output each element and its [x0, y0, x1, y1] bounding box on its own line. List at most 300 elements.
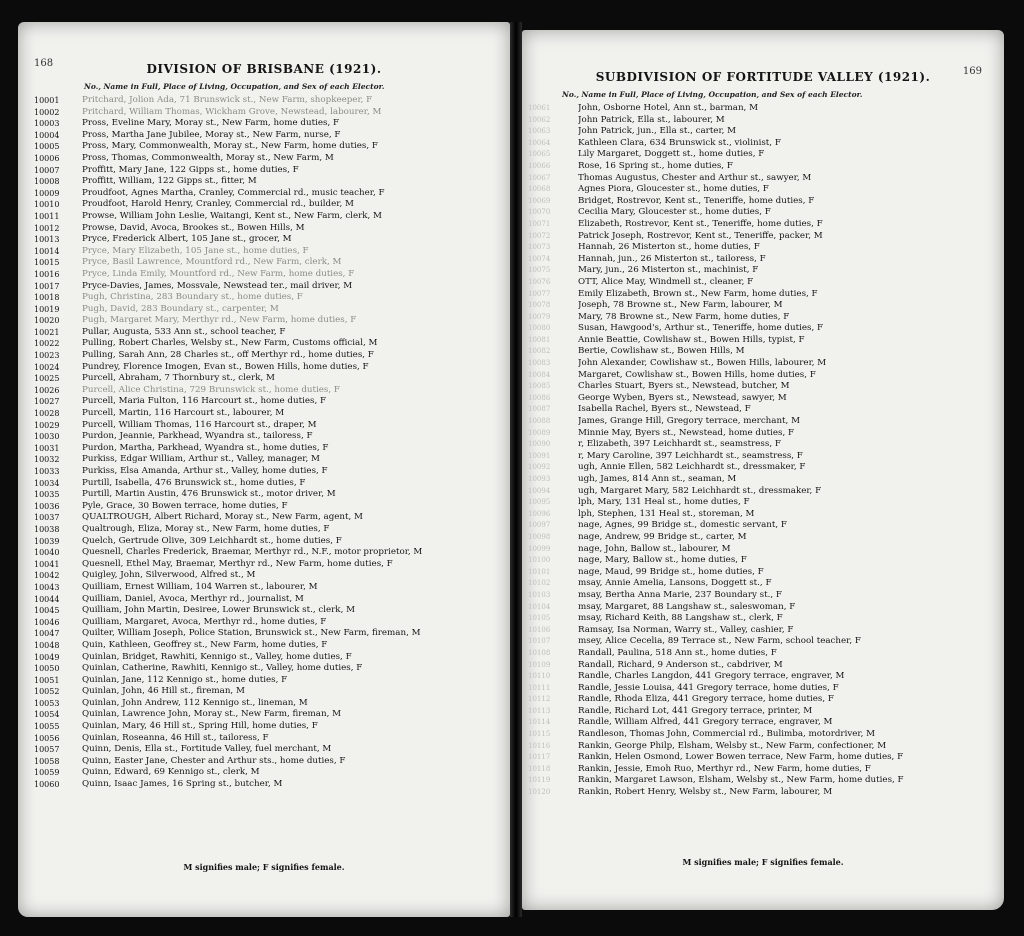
- elector-details: Quelch, Gertrude Olive, 309 Leichhardt st., home duties, F: [82, 535, 342, 546]
- elector-number: 10028: [34, 409, 60, 419]
- elector-number: 10082: [528, 347, 551, 356]
- elector-details: msey, Alice Cecelia, 89 Terrace st., New Farm, school teacher, F: [578, 636, 861, 647]
- elector-entry: [522, 486, 1004, 498]
- elector-number: 10088: [528, 417, 551, 426]
- elector-entry: [18, 536, 510, 548]
- elector-entry: [522, 231, 1004, 243]
- elector-number: 10037: [34, 513, 60, 523]
- elector-number: 10096: [528, 509, 551, 518]
- elector-entry: [522, 578, 1004, 590]
- elector-entry: [18, 652, 510, 664]
- elector-number: 10100: [528, 556, 551, 565]
- elector-details: Pryce, Basil Lawrence, Mountford rd., New Farm, clerk, M: [82, 257, 342, 268]
- elector-entry: [18, 304, 510, 316]
- elector-details: r, Elizabeth, 397 Leichhardt st., seamstress, F: [578, 439, 781, 450]
- elector-number: 10110: [528, 672, 551, 681]
- elector-number: 10048: [34, 640, 60, 650]
- elector-number: 10116: [528, 741, 551, 750]
- elector-entry: [18, 466, 510, 478]
- elector-number: 10023: [34, 351, 60, 361]
- elector-details: Emily Elizabeth, Brown st., New Farm, home duties, F: [578, 288, 818, 299]
- elector-details: msay, Bertha Anna Marie, 237 Boundary st., F: [578, 589, 782, 600]
- elector-number: 10081: [528, 335, 551, 344]
- elector-entry: [18, 130, 510, 142]
- elector-entry: [18, 559, 510, 571]
- elector-entry: [18, 107, 510, 119]
- elector-number: 10069: [528, 196, 551, 205]
- elector-entry: [522, 381, 1004, 393]
- elector-number: 10015: [34, 258, 60, 268]
- elector-entry: [18, 617, 510, 629]
- elector-number: 10063: [528, 127, 551, 136]
- elector-entry: [18, 478, 510, 490]
- elector-number: 10066: [528, 161, 551, 170]
- elector-details: r, Mary Caroline, 397 Leichhardt st., seamstress, F: [578, 450, 803, 461]
- elector-details: ugh, Annie Ellen, 582 Leichhardt st., dressmaker, F: [578, 462, 806, 473]
- elector-number: 10079: [528, 312, 551, 321]
- elector-details: ugh, James, 814 Ann st., seaman, M: [578, 474, 737, 484]
- elector-number: 10006: [34, 153, 60, 163]
- elector-entry: [18, 211, 510, 223]
- elector-details: Pugh, Christina, 283 Boundary st., home duties, F: [82, 292, 303, 303]
- elector-entry: [522, 242, 1004, 254]
- elector-entry: [522, 103, 1004, 115]
- elector-details: Qualtrough, Eliza, Moray st., New Farm, home duties, F: [82, 523, 330, 534]
- elector-details: Purkiss, Elsa Amanda, Arthur st., Valley, home duties, F: [82, 466, 328, 476]
- left-page: [18, 22, 510, 917]
- elector-number: 10085: [528, 382, 551, 391]
- elector-number: 10092: [528, 463, 551, 472]
- elector-number: 10010: [34, 200, 60, 210]
- elector-details: Ramsay, Isa Norman, Warry st., Valley, cashier, F: [578, 624, 794, 635]
- elector-number: 10113: [528, 706, 551, 715]
- elector-details: nage, Maud, 99 Bridge st., home duties, F: [578, 566, 764, 577]
- elector-entry: [18, 605, 510, 617]
- elector-entry: [18, 269, 510, 281]
- elector-details: Thomas Augustus, Chester and Arthur st., sawyer, M: [578, 172, 812, 183]
- elector-number: 10016: [34, 269, 60, 279]
- elector-entry: [18, 95, 510, 107]
- elector-details: msay, Annie Amelia, Lansons, Doggett st., F: [578, 578, 772, 589]
- elector-number: 10090: [528, 440, 551, 449]
- elector-entry: [18, 408, 510, 420]
- elector-details: Pross, Thomas, Commonwealth, Moray st., New Farm, M: [82, 152, 334, 163]
- elector-entry: [522, 752, 1004, 764]
- elector-entry: [18, 501, 510, 513]
- elector-number: 10120: [528, 788, 551, 797]
- elector-entry: [522, 683, 1004, 695]
- elector-details: Rankin, Jessie, Emoh Ruo, Merthyr rd., New Farm, home duties, F: [578, 763, 871, 774]
- elector-details: lph, Stephen, 131 Heal st., storeman, M: [578, 508, 755, 519]
- elector-entry: [18, 779, 510, 791]
- elector-entry: [522, 428, 1004, 440]
- elector-details: Kathleen Clara, 634 Brunswick st., violinist, F: [578, 137, 781, 148]
- elector-number: 10003: [34, 119, 60, 129]
- elector-entry: [18, 350, 510, 362]
- elector-entry: [522, 138, 1004, 150]
- elector-entry: [522, 764, 1004, 776]
- elector-details: Quilliam, Daniel, Avoca, Merthyr rd., journalist, M: [82, 593, 304, 604]
- elector-entry: [522, 625, 1004, 637]
- elector-number: 10053: [34, 698, 60, 708]
- elector-number: 10068: [528, 185, 551, 194]
- elector-entry: [522, 520, 1004, 532]
- elector-details: Pritchard, William Thomas, Wickham Grove, Newstead, labourer, M: [82, 106, 382, 117]
- elector-number: 10109: [528, 660, 551, 669]
- elector-number: 10070: [528, 208, 551, 217]
- elector-details: ugh, Margaret Mary, 582 Leichhardt st., dressmaker, F: [578, 485, 822, 496]
- elector-number: 10029: [34, 420, 60, 430]
- elector-details: nage, Andrew, 99 Bridge st., carter, M: [578, 531, 747, 542]
- elector-entry: [522, 706, 1004, 718]
- elector-entry: [522, 590, 1004, 602]
- elector-details: Proudfoot, Agnes Martha, Cranley, Commercial rd., music teacher, F: [82, 187, 385, 198]
- elector-entry: [522, 289, 1004, 301]
- elector-number: 10058: [34, 756, 60, 766]
- elector-details: Purkiss, Edgar William, Arthur st., Valley, manager, M: [82, 454, 320, 465]
- elector-number: 10098: [528, 532, 551, 541]
- elector-entry: [18, 292, 510, 304]
- elector-details: Purtill, Martin Austin, 476 Brunswick st., motor driver, M: [82, 489, 336, 500]
- elector-number: 10046: [34, 617, 60, 627]
- elector-entry: [18, 675, 510, 687]
- elector-entry: [18, 223, 510, 235]
- elector-list: [522, 103, 1004, 799]
- elector-entry: [18, 281, 510, 293]
- elector-number: 10065: [528, 150, 551, 159]
- elector-number: 10040: [34, 548, 60, 558]
- elector-number: 10041: [34, 559, 60, 569]
- elector-entry: [522, 787, 1004, 799]
- elector-entry: [522, 196, 1004, 208]
- elector-entry: [522, 775, 1004, 787]
- elector-details: John Alexander, Cowlishaw st., Bowen Hills, labourer, M: [578, 358, 827, 369]
- elector-details: Bertie, Cowlishaw st., Bowen Hills, M: [578, 346, 745, 357]
- elector-number: 10027: [34, 397, 60, 407]
- elector-number: 10026: [34, 385, 60, 395]
- elector-number: 10087: [528, 405, 551, 414]
- elector-entry: [18, 188, 510, 200]
- elector-details: Rankin, Robert Henry, Welsby st., New Farm, labourer, M: [578, 787, 833, 798]
- elector-number: 10009: [34, 188, 60, 198]
- page-heading: DIVISION OF BRISBANE (1921).: [146, 62, 382, 76]
- elector-details: Quigley, John, Silverwood, Alfred st., M: [82, 570, 256, 581]
- elector-details: Purtill, Isabella, 476 Brunswick st., home duties, F: [82, 477, 306, 488]
- elector-entry: [522, 509, 1004, 521]
- elector-details: Quinlan, Bridget, Rawhiti, Kennigo st., Valley, home duties, F: [82, 651, 352, 662]
- elector-details: Proffitt, Mary Jane, 122 Gipps st., home duties, F: [82, 164, 299, 175]
- elector-number: 10061: [528, 104, 551, 112]
- elector-entry: [522, 207, 1004, 219]
- elector-entry: [18, 767, 510, 779]
- page-number: 169: [962, 66, 982, 77]
- elector-number: 10056: [34, 733, 60, 743]
- elector-details: Quinlan, Mary, 46 Hill st., Spring Hill, home duties, F: [82, 721, 318, 732]
- elector-number: 10077: [528, 289, 551, 298]
- elector-entry: [18, 594, 510, 606]
- elector-number: 10033: [34, 467, 60, 476]
- elector-number: 10114: [528, 718, 551, 727]
- elector-details: Annie Beattie, Cowlishaw st., Bowen Hills, typist, F: [578, 334, 805, 345]
- elector-number: 10034: [34, 478, 60, 488]
- elector-details: Quin, Kathleen, Geoffrey st., New Farm, home duties, F: [82, 639, 328, 650]
- elector-entry: [522, 393, 1004, 405]
- elector-entry: [18, 663, 510, 675]
- elector-entry: [522, 567, 1004, 579]
- elector-number: 10086: [528, 393, 551, 402]
- elector-number: 10017: [34, 281, 60, 291]
- elector-entry: [522, 741, 1004, 753]
- elector-number: 10007: [34, 165, 60, 175]
- elector-number: 10062: [528, 115, 551, 124]
- elector-entry: [18, 547, 510, 559]
- elector-number: 10032: [34, 455, 60, 465]
- elector-number: 10078: [528, 301, 551, 310]
- elector-number: 10011: [34, 211, 60, 221]
- elector-number: 10019: [34, 304, 60, 314]
- elector-entry: [18, 396, 510, 408]
- elector-details: msay, Richard Keith, 88 Langshaw st., clerk, F: [578, 613, 783, 624]
- elector-entry: [522, 660, 1004, 672]
- elector-details: Patrick Joseph, Rostrevor, Kent st., Teneriffe, packer, M: [578, 230, 823, 241]
- elector-number: 10059: [34, 768, 60, 778]
- elector-number: 10045: [34, 606, 60, 616]
- elector-entry: [522, 184, 1004, 196]
- elector-number: 10025: [34, 374, 60, 384]
- elector-entry: [18, 165, 510, 177]
- elector-details: Rankin, Helen Osmond, Lower Bowen terrace, New Farm, home duties, F: [578, 752, 904, 763]
- elector-entry: [522, 173, 1004, 185]
- elector-entry: [18, 176, 510, 188]
- elector-number: 10095: [528, 498, 551, 507]
- elector-number: 10083: [528, 359, 551, 368]
- elector-number: 10089: [528, 428, 551, 437]
- elector-details: Purcell, Maria Fulton, 116 Harcourt st., home duties, F: [82, 396, 326, 407]
- elector-entry: [18, 199, 510, 211]
- elector-details: Proudfoot, Harold Henry, Cranley, Commercial rd., builder, M: [82, 199, 354, 210]
- elector-number: 10119: [528, 776, 551, 785]
- elector-entry: [522, 532, 1004, 544]
- elector-number: 10104: [528, 602, 551, 611]
- elector-entry: [522, 694, 1004, 706]
- sex-legend: M signifies male; F signifies female.: [682, 857, 844, 867]
- elector-details: Purdon, Martha, Parkhead, Wyandra st., home duties, F: [82, 442, 329, 453]
- elector-details: George Wyben, Byers st., Newstead, sawyer, M: [578, 392, 787, 403]
- elector-entry: [18, 385, 510, 397]
- elector-entry: [522, 613, 1004, 625]
- elector-number: 10076: [528, 277, 551, 286]
- elector-details: Mary, jun., 26 Misterton st., machinist, F: [578, 265, 759, 276]
- elector-entry: [18, 570, 510, 582]
- elector-entry: [522, 555, 1004, 567]
- elector-number: 10055: [34, 722, 60, 732]
- elector-number: 10074: [528, 254, 551, 263]
- elector-entry: [522, 439, 1004, 451]
- elector-number: 10051: [34, 675, 60, 685]
- elector-entry: [18, 362, 510, 374]
- elector-details: nage, Mary, Ballow st., home duties, F: [578, 555, 747, 566]
- elector-entry: [522, 404, 1004, 416]
- elector-entry: [18, 431, 510, 443]
- elector-entry: [522, 729, 1004, 741]
- elector-number: 10002: [34, 107, 60, 117]
- elector-details: Randle, Charles Langdon, 441 Gregory terrace, engraver, M: [578, 671, 845, 682]
- elector-number: 10042: [34, 571, 60, 581]
- elector-number: 10072: [528, 231, 551, 240]
- elector-number: 10030: [34, 432, 60, 442]
- elector-entry: [522, 312, 1004, 324]
- elector-details: Quilter, William Joseph, Police Station, Brunswick st., New Farm, fireman, M: [82, 628, 421, 639]
- elector-entry: [18, 420, 510, 432]
- elector-details: Pugh, David, 283 Boundary st., carpenter, M: [82, 303, 279, 314]
- elector-entry: [522, 300, 1004, 312]
- elector-details: Pross, Mary, Commonwealth, Moray st., New Farm, home duties, F: [82, 141, 378, 152]
- elector-entry: [18, 524, 510, 536]
- elector-entry: [18, 628, 510, 640]
- elector-number: 10102: [528, 579, 551, 588]
- elector-entry: [18, 733, 510, 745]
- elector-details: Purdon, Jeannie, Parkhead, Wyandra st., tailoress, F: [82, 431, 313, 442]
- elector-number: 10073: [528, 243, 551, 252]
- elector-number: 10105: [528, 614, 551, 623]
- elector-details: James, Grange Hill, Gregory terrace, merchant, M: [578, 416, 800, 427]
- elector-entry: [522, 115, 1004, 127]
- elector-number: 10036: [34, 501, 60, 511]
- elector-number: 10115: [528, 730, 551, 739]
- elector-number: 10018: [34, 293, 60, 303]
- elector-entry: [18, 686, 510, 698]
- page-heading: SUBDIVISION OF FORTITUDE VALLEY (1921).: [595, 70, 931, 84]
- elector-details: Pryce, Linda Emily, Mountford rd., New Farm, home duties, F: [82, 268, 355, 279]
- elector-entry: [18, 454, 510, 466]
- elector-list: [18, 95, 510, 791]
- elector-number: 10049: [34, 652, 60, 662]
- elector-details: Purcell, Martin, 116 Harcourt st., labourer, M: [82, 408, 285, 419]
- elector-details: Agnes Piora, Gloucester st., home duties, F: [578, 184, 769, 195]
- elector-entry: [18, 315, 510, 327]
- elector-details: QUALTROUGH, Albert Richard, Moray st., New Farm, agent, M: [82, 512, 363, 523]
- elector-number: 10044: [34, 594, 60, 604]
- elector-details: Quinlan, John Andrew, 112 Kennigo st., lineman, M: [82, 697, 308, 708]
- elector-details: Prowse, David, Avoca, Brookes st., Bowen Hills, M: [82, 222, 305, 233]
- elector-entry: [18, 709, 510, 721]
- elector-number: 10093: [528, 475, 551, 483]
- elector-number: 10117: [528, 753, 551, 762]
- elector-entry: [18, 582, 510, 594]
- elector-details: Quinn, Denis, Ella st., Fortitude Valley, fuel merchant, M: [82, 744, 332, 755]
- elector-entry: [18, 373, 510, 385]
- elector-details: Hannah, jun., 26 Misterton st., tailoress, F: [578, 253, 766, 264]
- elector-entry: [522, 149, 1004, 161]
- elector-entry: [522, 323, 1004, 335]
- elector-details: Quinn, Isaac James, 16 Spring st., butcher, M: [82, 779, 283, 790]
- elector-entry: [522, 358, 1004, 370]
- elector-entry: [522, 636, 1004, 648]
- elector-number: 10035: [34, 490, 60, 500]
- elector-number: 10103: [528, 590, 551, 599]
- elector-entry: [18, 338, 510, 350]
- elector-details: Pross, Eveline Mary, Moray st., New Farm, home duties, F: [82, 118, 339, 129]
- column-subheading: No., Name in Full, Place of Living, Occupation, and Sex of each Elector.: [562, 90, 863, 99]
- elector-details: Randall, Richard, 9 Anderson st., cabdriver, M: [578, 659, 783, 670]
- elector-entry: [18, 698, 510, 710]
- elector-details: msay, Margaret, 88 Langshaw st., saleswoman, F: [578, 601, 796, 612]
- elector-number: 10043: [34, 582, 60, 592]
- elector-number: 10084: [528, 370, 551, 379]
- elector-details: Mary, 78 Browne st., New Farm, home duties, F: [578, 311, 790, 322]
- elector-details: Randle, Richard Lot, 441 Gregory terrace, printer, M: [578, 705, 813, 716]
- elector-details: Pryce, Frederick Albert, 105 Jane st., grocer, M: [82, 234, 292, 245]
- elector-details: Quinlan, John, 46 Hill st., fireman, M: [82, 686, 245, 697]
- elector-entry: [522, 451, 1004, 463]
- elector-details: John Patrick, jun., Ella st., carter, M: [578, 126, 737, 137]
- elector-details: Lily Margaret, Doggett st., home duties, F: [578, 149, 765, 160]
- elector-number: 10112: [528, 695, 551, 704]
- elector-entry: [18, 756, 510, 768]
- elector-number: 10075: [528, 266, 551, 275]
- elector-entry: [522, 126, 1004, 138]
- elector-details: Quesnell, Charles Frederick, Braemar, Merthyr rd., N.F., motor proprietor, M: [82, 547, 423, 558]
- elector-details: Minnie May, Byers st., Newstead, home duties, F: [578, 427, 795, 438]
- elector-entry: [522, 462, 1004, 474]
- elector-entry: [522, 277, 1004, 289]
- elector-details: Quilliam, Ernest William, 104 Warren st., labourer, M: [82, 581, 318, 592]
- elector-details: Randle, Rhoda Eliza, 441 Gregory terrace, home duties, F: [578, 694, 834, 705]
- elector-entry: [522, 648, 1004, 660]
- elector-details: Quinlan, Catherine, Rawhiti, Kennigo st., Valley, home duties, F: [82, 663, 363, 674]
- elector-details: Bridget, Rostrevor, Kent st., Teneriffe, home duties, F: [578, 195, 815, 206]
- elector-details: Purcell, Alice Christina, 729 Brunswick st., home duties, F: [82, 384, 340, 395]
- elector-number: 10118: [528, 764, 551, 773]
- elector-entry: [522, 474, 1004, 486]
- elector-details: Randall, Paulina, 518 Ann st., home duties, F: [578, 647, 777, 658]
- elector-number: 10021: [34, 327, 60, 337]
- elector-details: Pugh, Margaret Mary, Merthyr rd., New Farm, home duties, F: [82, 315, 357, 326]
- elector-details: Isabella Rachel, Byers st., Newstead, F: [578, 404, 751, 415]
- elector-details: Purcell, Abraham, 7 Thornbury st., clerk, M: [82, 373, 275, 384]
- elector-details: Rankin, Margaret Lawson, Elsham, Welsby st., New Farm, home duties, F: [578, 775, 904, 786]
- elector-details: Pyle, Grace, 30 Bowen terrace, home duties, F: [82, 500, 288, 511]
- elector-number: 10038: [34, 524, 60, 534]
- elector-details: John, Osborne Hotel, Ann st., barman, M: [578, 103, 758, 113]
- elector-entry: [522, 161, 1004, 173]
- elector-entry: [522, 370, 1004, 382]
- elector-number: 10108: [528, 648, 551, 657]
- elector-entry: [522, 265, 1004, 277]
- elector-entry: [18, 489, 510, 501]
- elector-details: Randle, Jessie Louisa, 441 Gregory terrace, home duties, F: [578, 682, 839, 693]
- elector-details: Pryce-Davies, James, Mossvale, Newstead ter., mail driver, M: [82, 280, 353, 291]
- elector-number: 10091: [528, 451, 551, 460]
- elector-entry: [18, 153, 510, 165]
- elector-entry: [18, 234, 510, 246]
- elector-number: 10047: [34, 629, 60, 639]
- elector-details: Randle, William Alfred, 441 Gregory terrace, engraver, M: [578, 717, 833, 728]
- elector-entry: [522, 717, 1004, 729]
- elector-entry: [18, 721, 510, 733]
- elector-details: Susan, Hawgood's, Arthur st., Teneriffe, home duties, F: [578, 323, 824, 334]
- elector-number: 10111: [528, 683, 551, 692]
- elector-details: Quinlan, Roseanna, 46 Hill st., tailoress, F: [82, 732, 269, 743]
- elector-entry: [18, 118, 510, 130]
- elector-number: 10106: [528, 625, 551, 634]
- elector-details: nage, John, Ballow st., labourer, M: [578, 543, 731, 554]
- elector-details: Margaret, Cowlishaw st., Bowen Hills, home duties, F: [578, 369, 816, 380]
- elector-number: 10107: [528, 637, 551, 646]
- elector-number: 10008: [34, 177, 60, 187]
- elector-entry: [18, 246, 510, 258]
- elector-details: Hannah, 26 Misterton st., home duties, F: [578, 242, 760, 253]
